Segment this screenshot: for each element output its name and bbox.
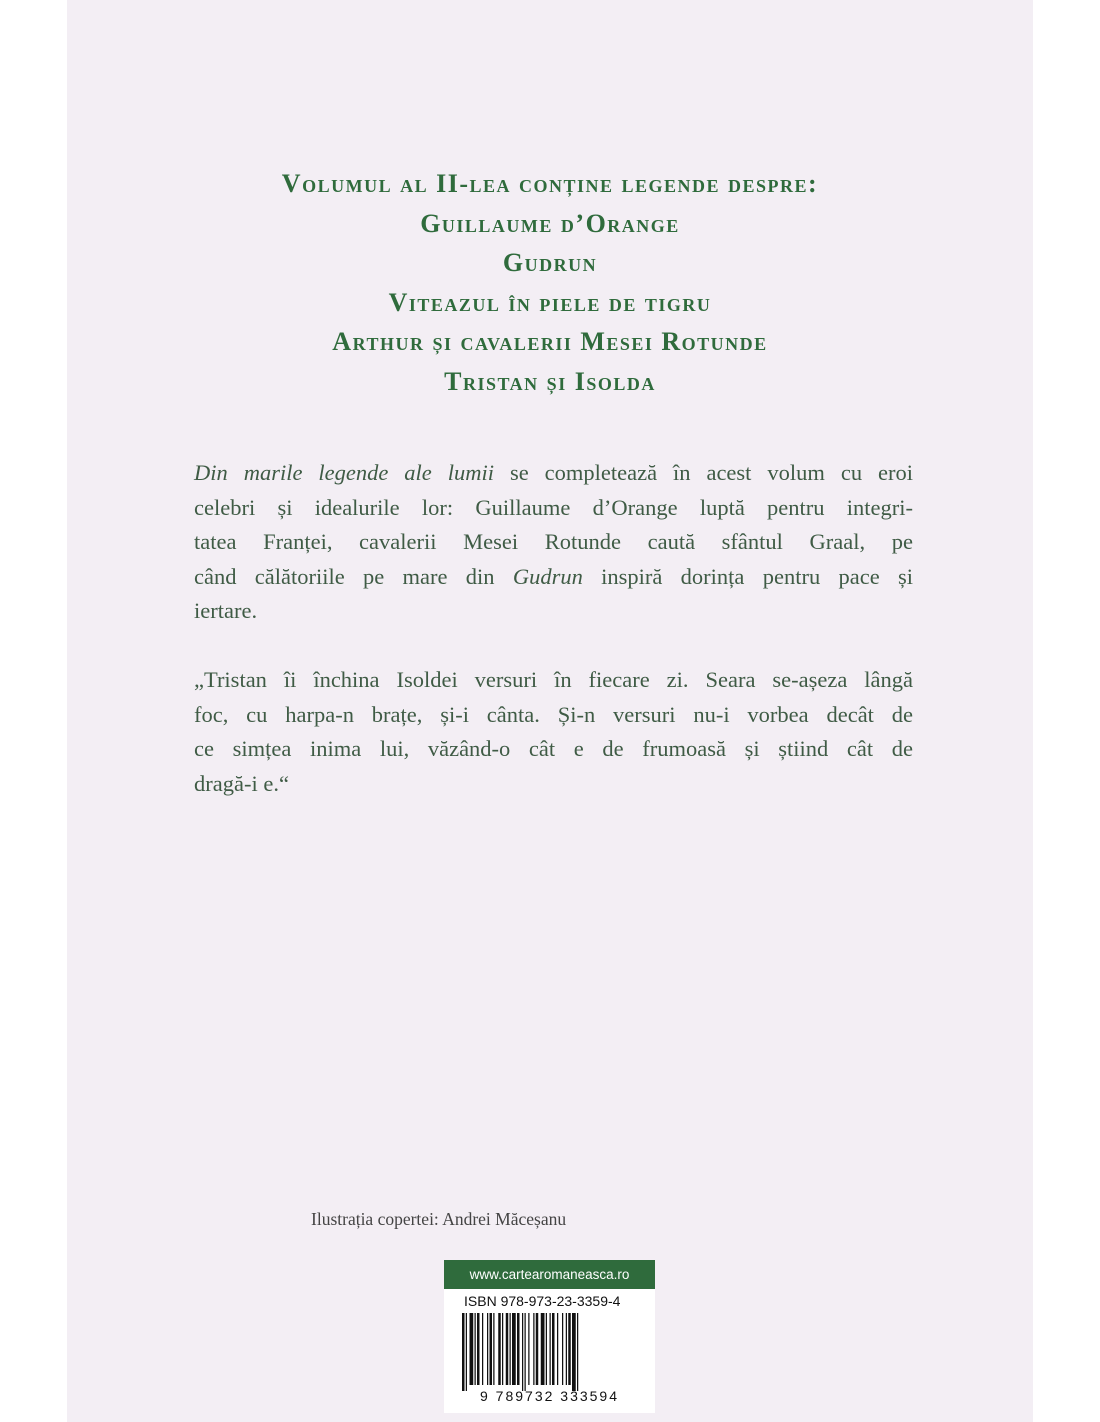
barcode-bar <box>498 1313 501 1385</box>
description-line: tatea Franței, cavalerii Mesei Rotunde caută sfântul Graal, pe <box>194 529 913 555</box>
barcode-bar <box>510 1313 511 1385</box>
barcode-bar <box>517 1313 520 1385</box>
description-line: iertare. <box>194 598 258 624</box>
barcode-bar <box>572 1313 576 1391</box>
barcode-bar <box>550 1313 551 1385</box>
barcode-bar <box>487 1313 488 1385</box>
barcode-bar <box>475 1313 476 1385</box>
quote-line: ce simțea inima lui, văzând-o cât e de frumoasă și știind cât de <box>194 736 913 762</box>
quote-paragraph <box>194 663 913 801</box>
quote-line: „Tristan îi închina Isoldei versuri în fiecare zi. Seara se-așeza lângă <box>194 667 913 692</box>
barcode-bar <box>533 1313 534 1385</box>
volume-contents <box>67 164 1033 401</box>
barcode-bar <box>577 1313 578 1391</box>
barcode-bar <box>490 1313 493 1385</box>
barcode-number: 9 789732 333594 <box>480 1388 619 1404</box>
barcode-bar <box>541 1313 545 1385</box>
barcode-bar <box>566 1313 567 1385</box>
barcode-bar <box>525 1313 526 1391</box>
barcode-bar <box>493 1313 494 1385</box>
barcode-bar <box>482 1313 483 1385</box>
barcode-bar <box>528 1313 529 1385</box>
cover-illustration-credit: Ilustrația copertei: Andrei Măceșanu <box>311 1209 567 1229</box>
isbn-text: ISBN 978-973-23-3359-4 <box>464 1293 621 1309</box>
quote-line: dragă-i e.“ <box>194 770 289 796</box>
barcode-bar <box>462 1313 465 1391</box>
barcode-bar <box>502 1313 503 1385</box>
quote-line: foc, cu harpa-n brațe, și-i cânta. Și-n versuri nu-i vorbea decât de <box>194 701 913 727</box>
contents-item: Arthur și cavalerii Mesei Rotunde <box>332 327 768 356</box>
contents-item: Guillaume d’Orange <box>420 208 680 238</box>
barcode-bar <box>522 1313 523 1391</box>
barcode-bar <box>546 1313 547 1385</box>
barcode-bar <box>568 1313 571 1385</box>
barcode-bar <box>466 1313 467 1391</box>
barcode <box>458 1313 648 1396</box>
contents-item: Viteazul în piele de tigru <box>388 287 712 317</box>
contents-item: Tristan și Isolda <box>444 366 656 396</box>
barcode-bar <box>477 1313 480 1385</box>
publisher-website: www.cartearomaneasca.ro <box>444 1260 655 1289</box>
barcode-bar <box>512 1313 516 1385</box>
legend-title: Gudrun <box>512 563 583 589</box>
series-title: Din marile legende ale lumii <box>194 460 494 485</box>
barcode-bar <box>470 1313 474 1385</box>
description-line: când călătoriile pe mare din Gudrun inspiră dorința pentru pace și <box>194 563 913 589</box>
barcode-bar <box>506 1313 509 1385</box>
description-line: celebri și idealurile lor: Guillaume d’Orange luptă pentru integri- <box>194 494 913 520</box>
barcode-label <box>444 1260 655 1413</box>
description-line: Din marile legende ale lumii se completează în acest volum cu eroi <box>194 460 913 485</box>
barcode-bar <box>562 1313 563 1385</box>
barcode-bar <box>557 1313 558 1385</box>
contents-item: Gudrun <box>502 248 598 277</box>
description-paragraph <box>194 456 913 629</box>
barcode-bar <box>552 1313 555 1385</box>
barcode-bar <box>536 1313 539 1385</box>
contents-heading: Volumul al II-lea conține legende despre: <box>281 169 819 198</box>
